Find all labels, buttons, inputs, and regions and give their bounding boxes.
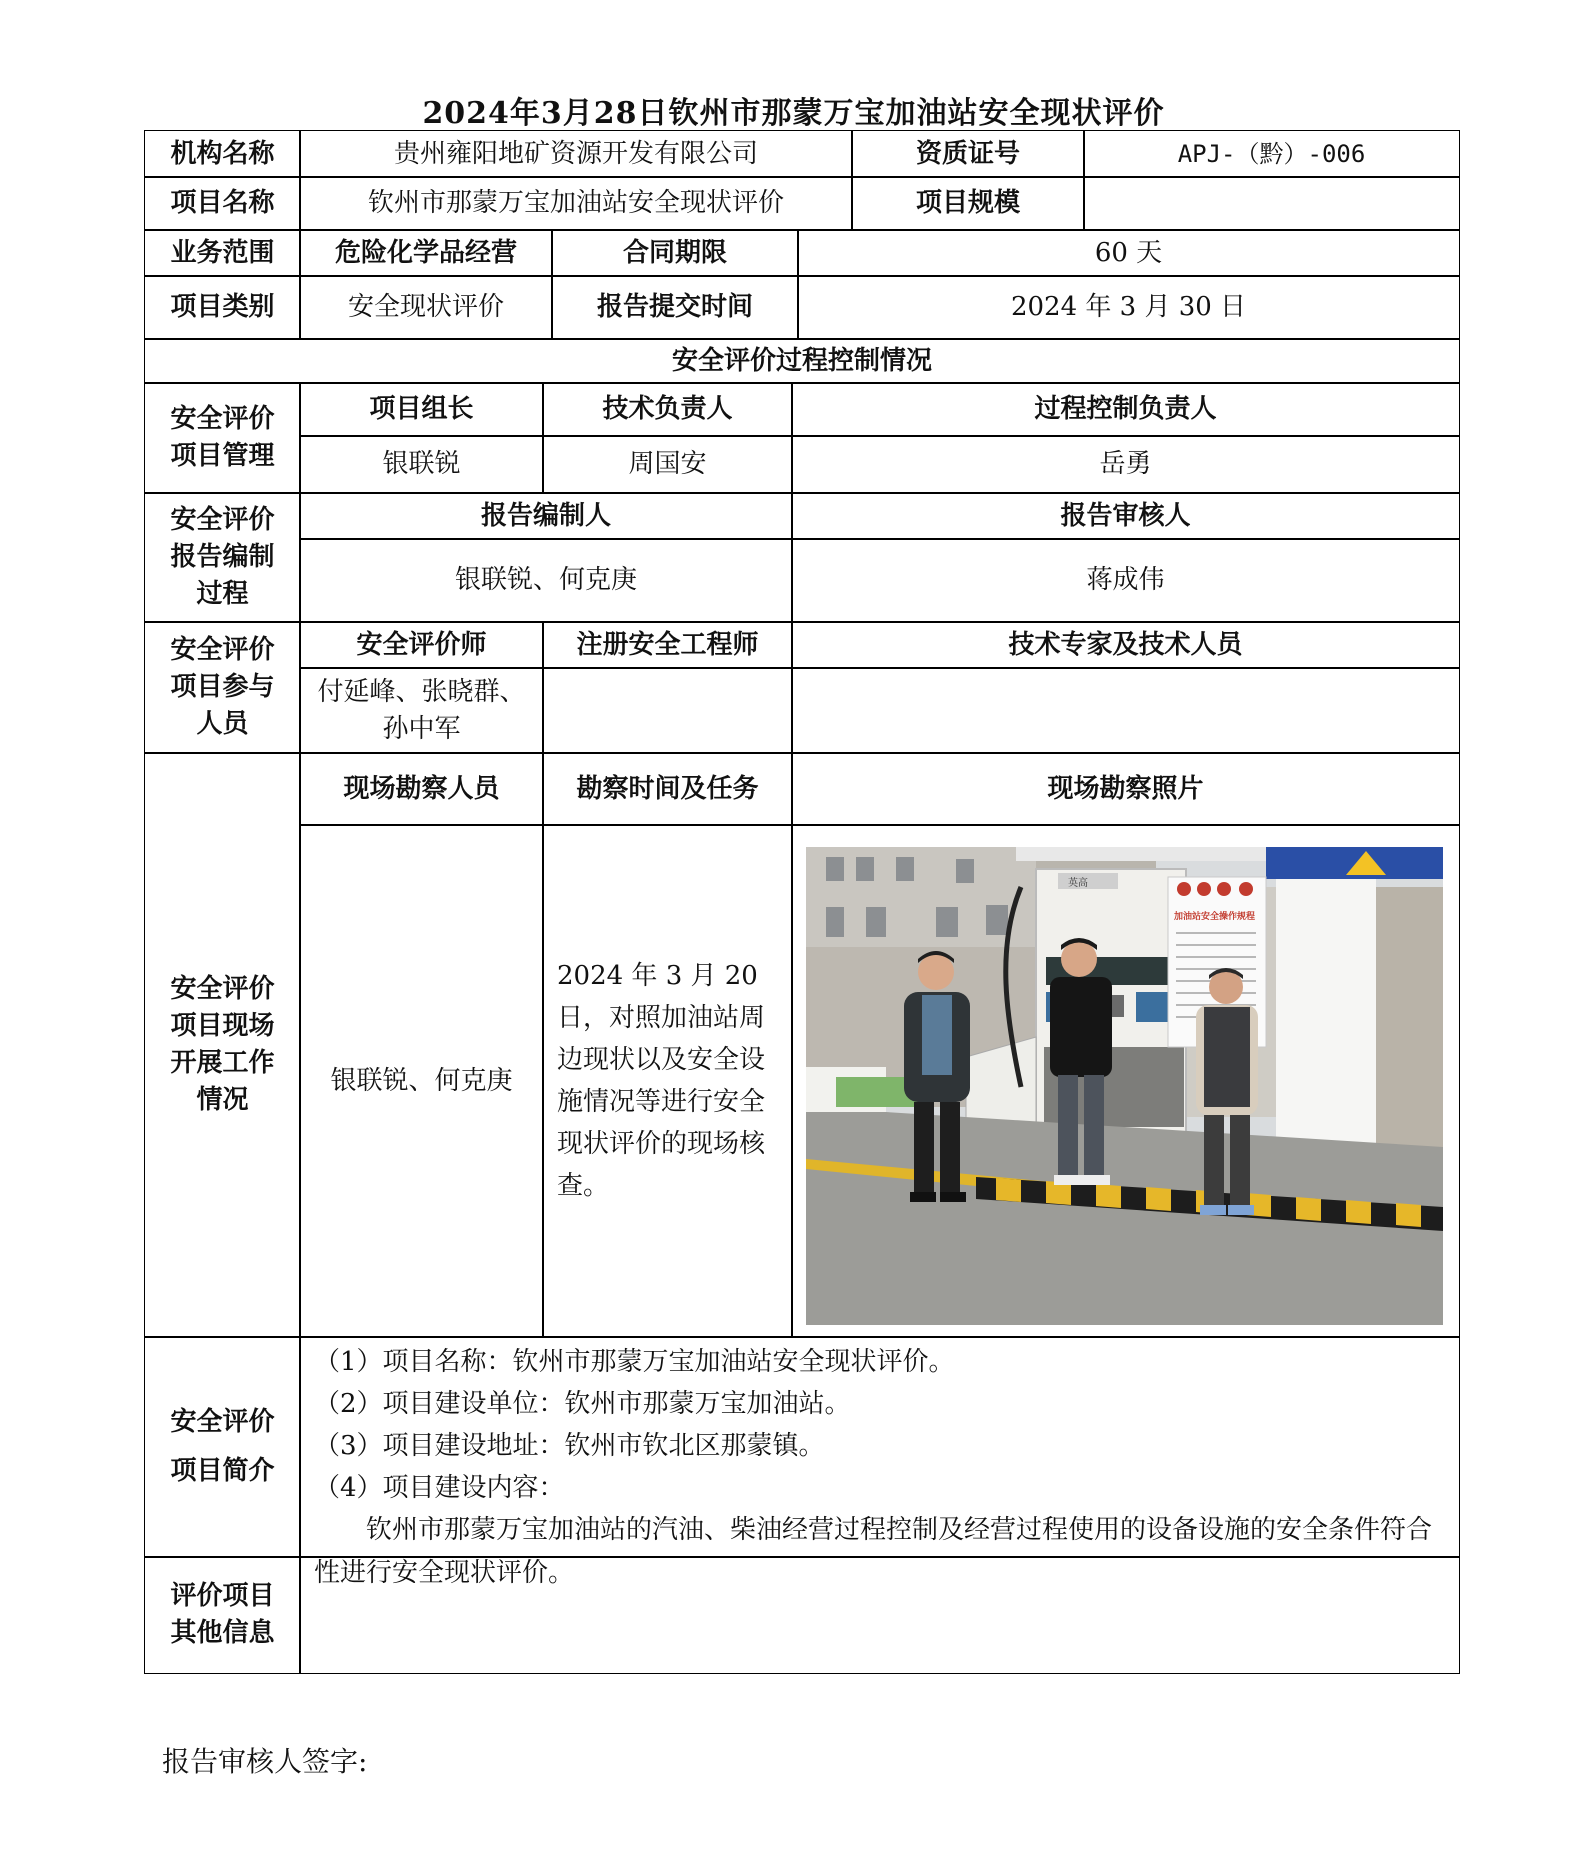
engineer-label: 注册安全工程师 [542, 621, 793, 669]
contract-label: 合同期限 [551, 229, 799, 277]
intro-line-5: 钦州市那蒙万宝加油站的汽油、柴油经营过程控制及经营过程使用的设备设施的安全条件符合性进行安全现状评价。 [314, 1515, 1433, 1588]
scope-value: 危险化学品经营 [299, 229, 553, 277]
other-value [299, 1556, 1460, 1674]
scale-value [1083, 176, 1460, 231]
pump-brand: 英高 [1068, 878, 1088, 889]
sign-title: 加油站安全操作规程 [1174, 912, 1256, 922]
author-label: 报告编制人 [299, 492, 793, 540]
expert-value [791, 667, 1460, 754]
type-label: 项目类别 [144, 275, 301, 340]
staff-label: 安全评价项目参与人员 [144, 621, 301, 754]
scale-label: 项目规模 [851, 176, 1085, 231]
reviewer-value: 蒋成伟 [791, 538, 1460, 623]
intro-line-2: （2）项目建设单位：钦州市那蒙万宝加油站。 [314, 1389, 851, 1420]
other-label: 评价项目其他信息 [144, 1556, 301, 1674]
expert-label: 技术专家及技术人员 [791, 621, 1460, 669]
inspector-label: 现场勘察人员 [299, 752, 544, 826]
intro-content [299, 1336, 1460, 1588]
leader-label: 项目组长 [299, 382, 544, 437]
project-name-label: 项目名称 [144, 176, 301, 231]
org-label: 机构名称 [144, 130, 301, 178]
type-value: 安全现状评价 [299, 275, 553, 340]
org-value: 贵州雍阳地矿资源开发有限公司 [299, 130, 853, 178]
submit-label: 报告提交时间 [551, 275, 799, 340]
process-control-label: 过程控制负责人 [791, 382, 1460, 437]
intro-line-4: （4）项目建设内容： [314, 1473, 565, 1504]
submit-value: 2024 年 3 月 30 日 [797, 275, 1460, 340]
site-label: 安全评价项目现场开展工作情况 [144, 752, 301, 1338]
mgmt-label: 安全评价项目管理 [144, 382, 301, 494]
cert-value: APJ-（黔）-006 [1083, 130, 1460, 178]
photo-label: 现场勘察照片 [791, 752, 1460, 826]
reviewer-signature-label: 报告审核人签字: [162, 1745, 368, 1778]
tech-lead-label: 技术负责人 [542, 382, 793, 437]
intro-label: 安全评价项目简介 [144, 1336, 301, 1558]
inspector-value: 银联锐、何克庚 [299, 824, 544, 1338]
scope-label: 业务范围 [144, 229, 301, 277]
page-title: 2024年3月28日钦州市那蒙万宝加油站安全现状评价 [422, 96, 1165, 131]
process-header: 安全评价过程控制情况 [144, 338, 1460, 384]
intro-line-3: （3）项目建设地址：钦州市钦北区那蒙镇。 [314, 1431, 825, 1462]
contract-value: 60 天 [797, 229, 1460, 277]
tech-lead-value: 周国安 [542, 435, 793, 494]
process-control-value: 岳勇 [791, 435, 1460, 494]
time-task-label: 勘察时间及任务 [542, 752, 793, 826]
report-label: 安全评价报告编制过程 [144, 492, 301, 623]
reviewer-label: 报告审核人 [791, 492, 1460, 540]
assessor-value: 付延峰、张晓群、孙中军 [299, 667, 544, 754]
leader-value: 银联锐 [299, 435, 544, 494]
project-name-value: 钦州市那蒙万宝加油站安全现状评价 [299, 176, 853, 231]
author-value: 银联锐、何克庚 [299, 538, 793, 623]
cert-label: 资质证号 [851, 130, 1085, 178]
assessor-label: 安全评价师 [299, 621, 544, 669]
intro-line-1: （1）项目名称：钦州市那蒙万宝加油站安全现状评价。 [314, 1347, 955, 1377]
time-task-value: 2024 年 3 月 20 日，对照加油站周边现状以及安全设施情况等进行安全现状评价的现场核查。 [542, 824, 793, 1338]
engineer-value [542, 667, 793, 754]
site-photo [806, 847, 1443, 1325]
